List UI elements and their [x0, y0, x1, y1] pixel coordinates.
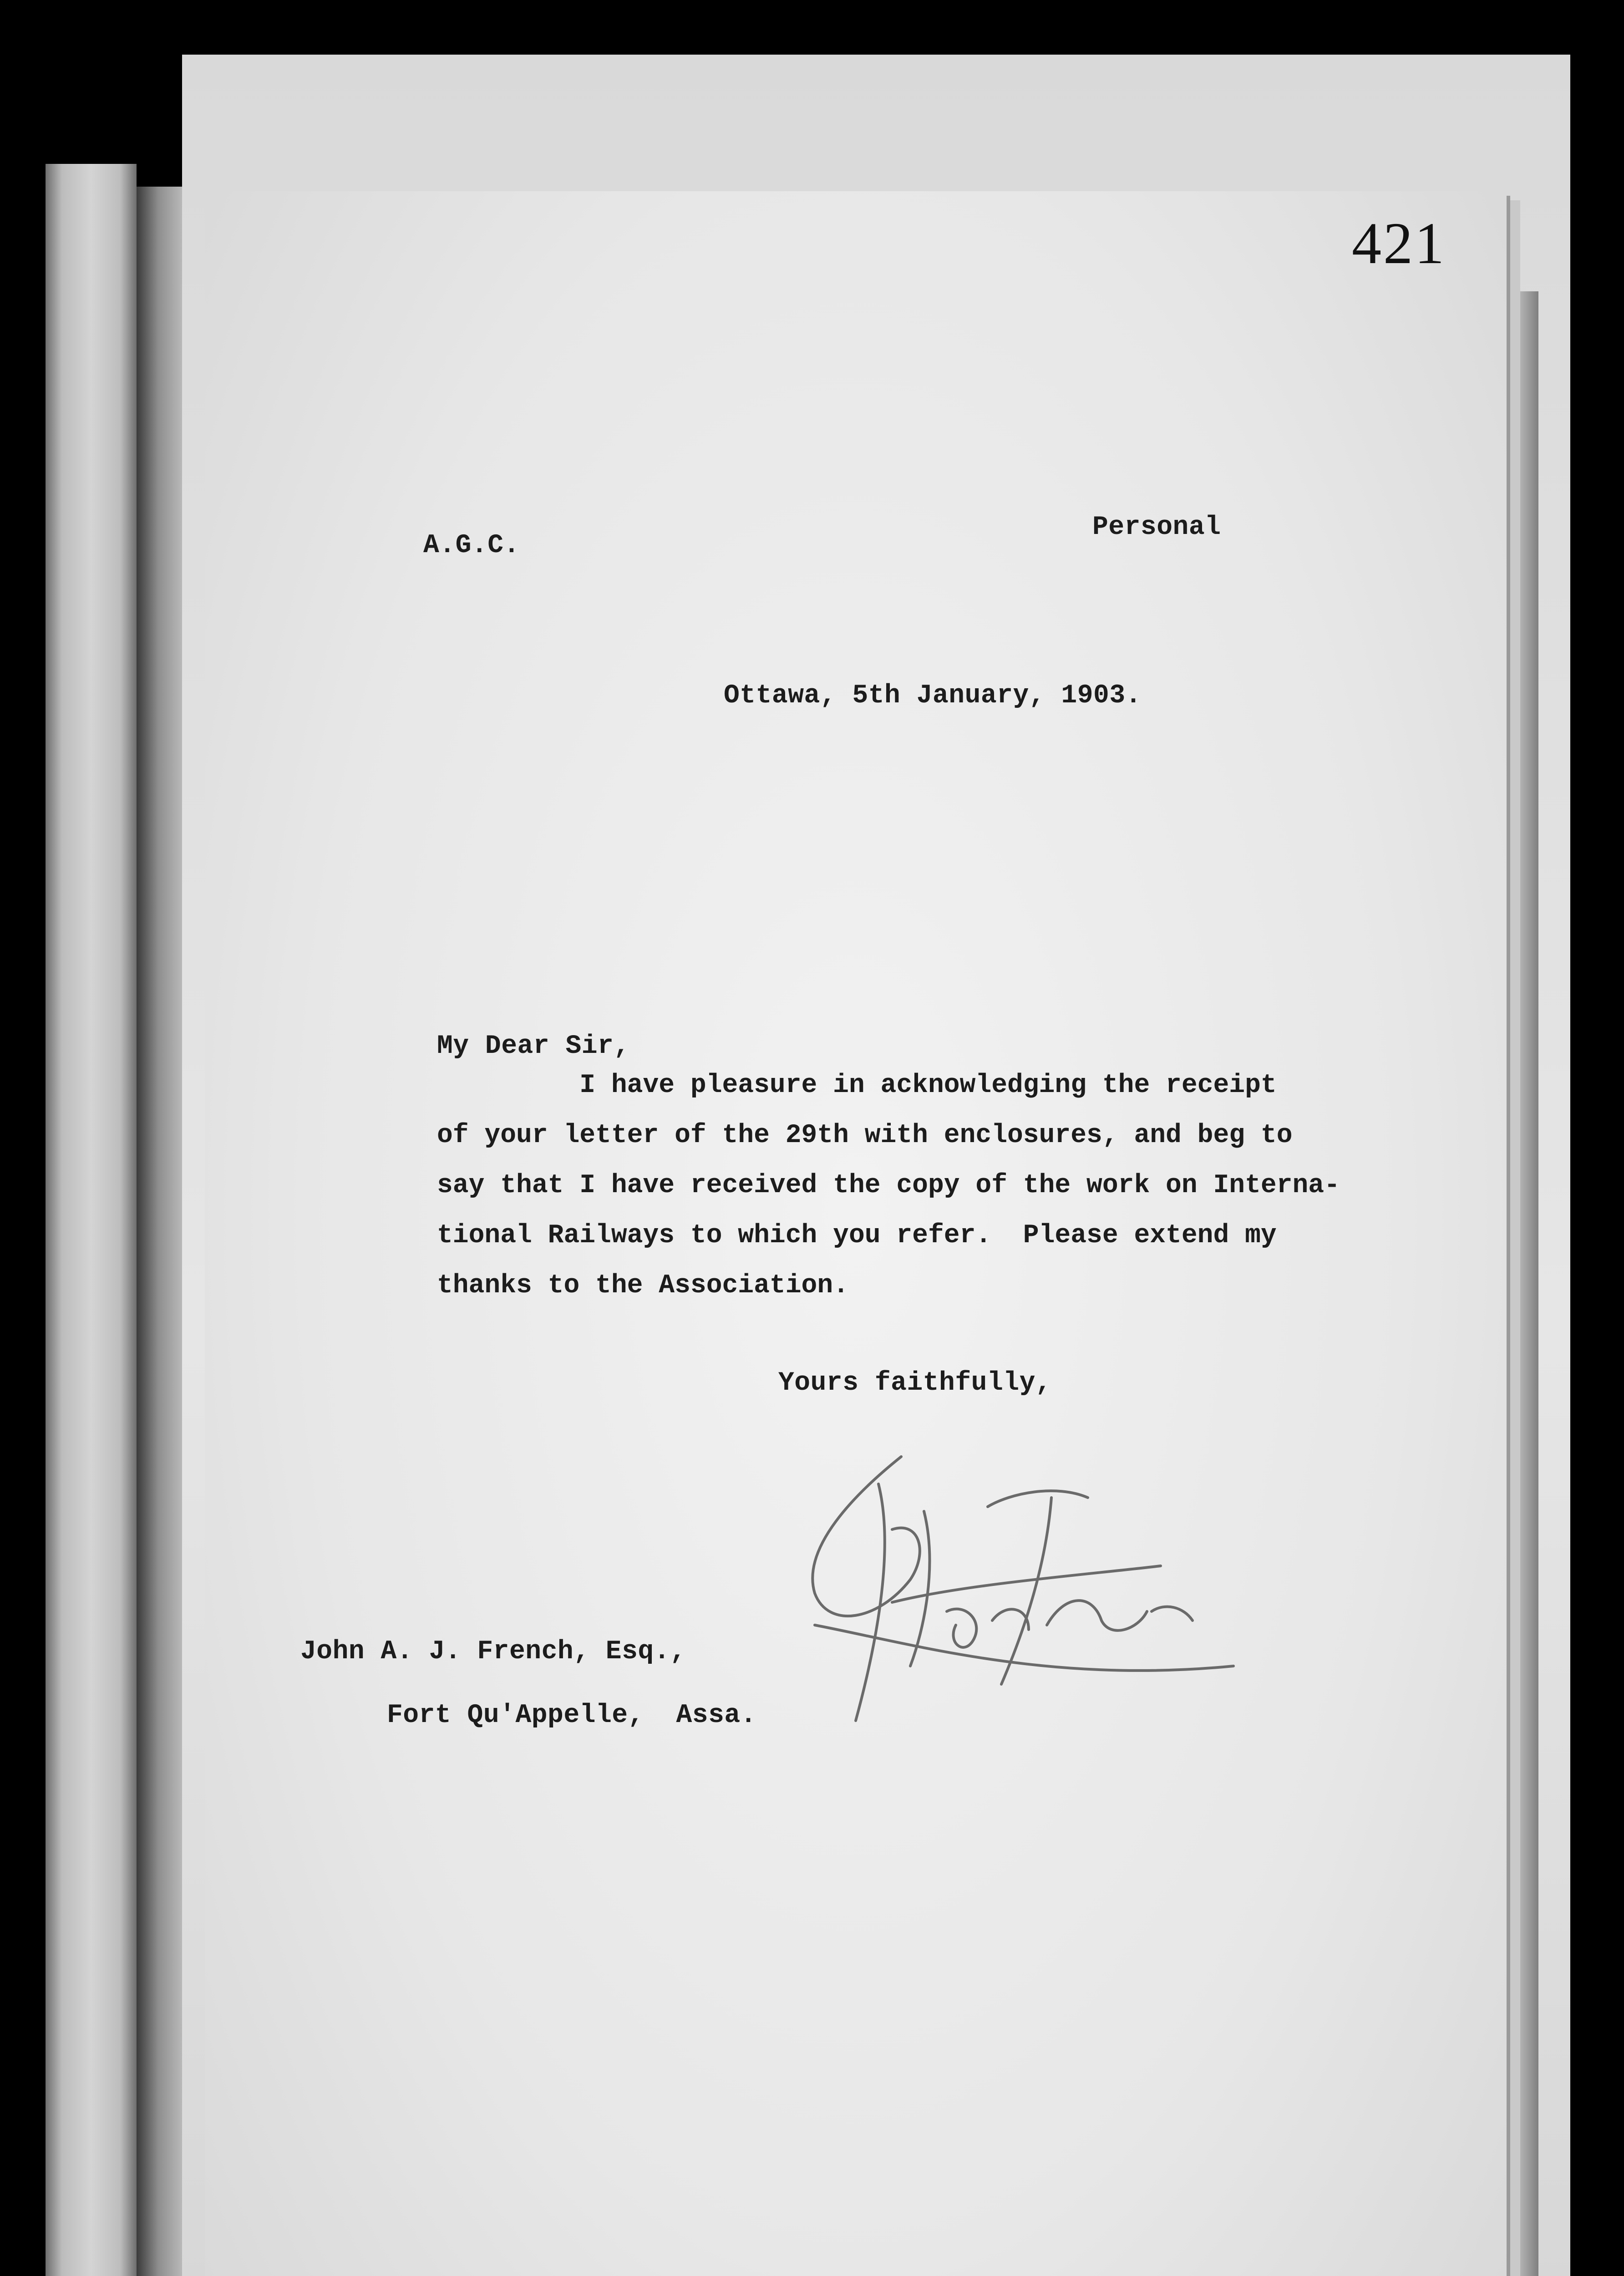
addressee-location: Fort Qu'Appelle, Assa. [387, 1701, 757, 1730]
body-line: tional Railways to which you refer. Please extend my [437, 1221, 1277, 1250]
body-line: say that I have received the copy of the work on Interna- [437, 1171, 1340, 1200]
reference-code: A.G.C. [423, 531, 520, 560]
page-number: 421 [1352, 211, 1446, 276]
body-line: of your letter of the 29th with enclosures, and beg to [437, 1121, 1293, 1150]
dateline: Ottawa, 5th January, 1903. [724, 681, 1142, 711]
classification-label: Personal [1092, 513, 1221, 542]
body-line: thanks to the Association. [437, 1271, 849, 1301]
addressee-name: John A. J. French, Esq., [300, 1637, 686, 1666]
closing: Yours faithfully, [778, 1368, 1052, 1398]
binding-strip [46, 164, 137, 2276]
body-line: I have pleasure in acknowledging the receipt [437, 1071, 1277, 1100]
handwritten-signature [774, 1429, 1252, 1757]
salutation: My Dear Sir, [437, 1031, 630, 1061]
letter-body [437, 1061, 1393, 1311]
